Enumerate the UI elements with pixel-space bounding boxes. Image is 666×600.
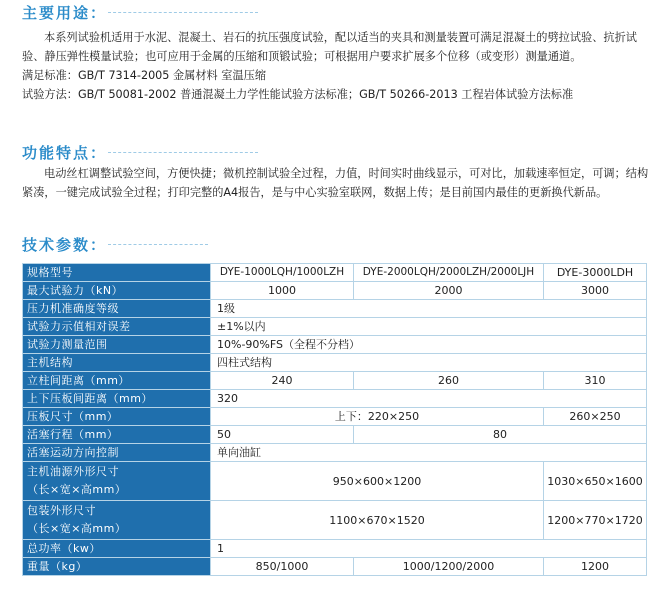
table-row xyxy=(23,300,647,318)
row-label: 主机结构 xyxy=(23,354,211,372)
usage-standard: 满足标准：GB/T 7314-2005 金属材料 室温压缩 xyxy=(22,69,267,82)
row-label: 上下压板间距离（mm） xyxy=(23,390,211,408)
specs-table xyxy=(22,263,647,576)
row-label xyxy=(23,501,211,540)
cell-value: 3000 xyxy=(544,282,647,300)
usage-heading: 主要用途： xyxy=(22,4,108,22)
usage-paragraph: 本系列试验机适用于水泥、混凝土、岩石的抗压强度试验，配以适当的夹具和测量装置可满足混凝土的劈拉试验、抗折试验、静压弹性模量试验；也可应用于金属的压缩和顶锻试验；可根据用户要求扩展多个位移（或变形）测量通道。 xyxy=(22,31,637,63)
features-paragraph: 电动丝杠调整试验空间，方便快捷；微机控制试验全过程，力值，时间实时曲线显示，可对比，加载速率恒定，可调；结构紧凑，一键完成试验全过程；打印完整的A4报告，是与中心实验室联网，数据上传；是目前国内最佳的更新换代新品。 xyxy=(22,167,649,199)
cell-value: 1000 xyxy=(211,282,354,300)
row-label: 最大试验力（kN） xyxy=(23,282,211,300)
table-row xyxy=(23,540,647,558)
cell-value: 260 xyxy=(354,372,544,390)
cell-value: 2000 xyxy=(354,282,544,300)
cell-value: 1200×770×1720 xyxy=(544,501,647,540)
features-section xyxy=(22,164,652,202)
cell-value: DYE-2000LQH/2000LZH/2000LJH xyxy=(354,264,544,282)
cell-value: 240 xyxy=(211,372,354,390)
table-row xyxy=(23,282,647,300)
row-label: 试验力示值相对误差 xyxy=(23,318,211,336)
row-label: 活塞行程（mm） xyxy=(23,426,211,444)
table-row xyxy=(23,444,647,462)
cell-value: 1200 xyxy=(544,558,647,576)
row-label: 活塞运动方向控制 xyxy=(23,444,211,462)
cell-value: 单向油缸 xyxy=(211,444,647,462)
table-row xyxy=(23,336,647,354)
row-label-line: （长×宽×高mm） xyxy=(27,483,127,496)
cell-value: 10%-90%FS（全程不分档） xyxy=(211,336,647,354)
specs-heading: 技术参数： xyxy=(22,236,108,254)
specs-heading-divider xyxy=(108,244,208,245)
cell-value: 320 xyxy=(211,390,647,408)
row-label: 压力机准确度等级 xyxy=(23,300,211,318)
row-label: 重量（kg） xyxy=(23,558,211,576)
table-row xyxy=(23,501,647,540)
usage-method: 试验方法：GB/T 50081-2002 普通混凝土力学性能试验方法标准；GB/T 50266-2013 工程岩体试验方法标准 xyxy=(22,88,574,101)
cell-value: ±1%以内 xyxy=(211,318,647,336)
table-row xyxy=(23,462,647,501)
cell-value: 50 xyxy=(211,426,354,444)
cell-value: 1级 xyxy=(211,300,647,318)
row-label: 立柱间距离（mm） xyxy=(23,372,211,390)
table-row xyxy=(23,390,647,408)
cell-value: 1 xyxy=(211,540,647,558)
usage-heading-divider xyxy=(108,12,258,13)
row-label: 规格型号 xyxy=(23,264,211,282)
cell-value: 310 xyxy=(544,372,647,390)
cell-value: 1030×650×1600 xyxy=(544,462,647,501)
cell-value: 1000/1200/2000 xyxy=(354,558,544,576)
row-label: 试验力测量范围 xyxy=(23,336,211,354)
table-row xyxy=(23,558,647,576)
table-row xyxy=(23,426,647,444)
features-heading-divider xyxy=(108,152,258,153)
cell-value: 950×600×1200 xyxy=(211,462,544,501)
cell-value: 上下：220×250 xyxy=(211,408,544,426)
table-row xyxy=(23,354,647,372)
row-label-line: （长×宽×高mm） xyxy=(27,522,127,535)
table-row xyxy=(23,372,647,390)
cell-value: DYE-1000LQH/1000LZH xyxy=(211,264,354,282)
row-label: 总功率（kw） xyxy=(23,540,211,558)
table-row xyxy=(23,264,647,282)
cell-value: 260×250 xyxy=(544,408,647,426)
row-label xyxy=(23,462,211,501)
row-label-line: 主机油源外形尺寸 xyxy=(27,465,119,478)
row-label: 压板尺寸（mm） xyxy=(23,408,211,426)
table-row xyxy=(23,318,647,336)
cell-value: DYE-3000LDH xyxy=(544,264,647,282)
cell-value: 四柱式结构 xyxy=(211,354,647,372)
cell-value: 1100×670×1520 xyxy=(211,501,544,540)
usage-section xyxy=(22,28,652,104)
table-row xyxy=(23,408,647,426)
cell-value: 850/1000 xyxy=(211,558,354,576)
cell-value: 80 xyxy=(354,426,647,444)
row-label-line: 包装外形尺寸 xyxy=(27,504,96,517)
features-heading: 功能特点： xyxy=(22,144,108,162)
